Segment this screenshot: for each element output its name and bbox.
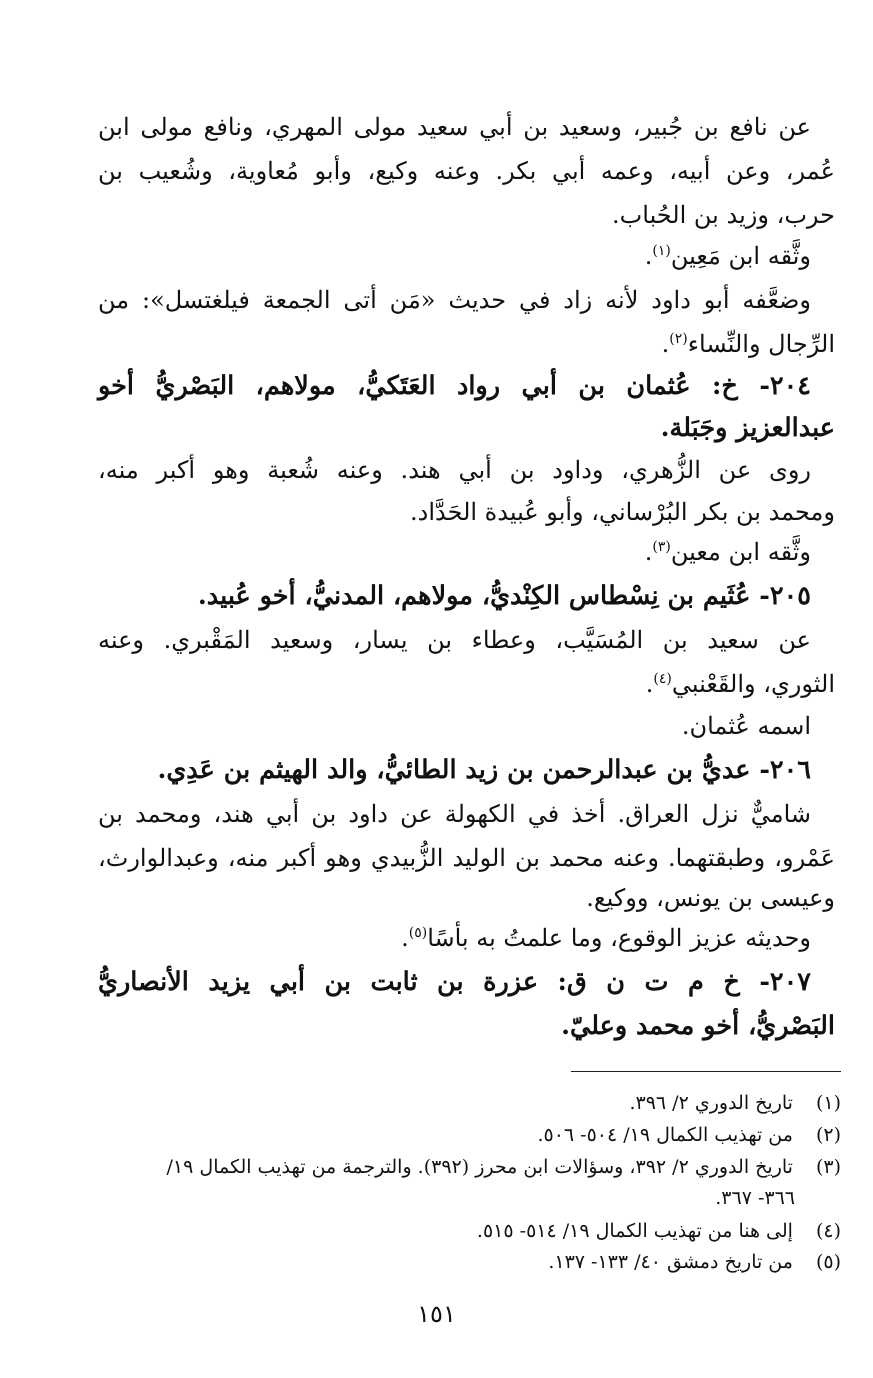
body-line: عَمْرو، وطبقتهما. وعنه محمد بن الوليد الزُّبيدي وهو أكبر منه، وعبدالوارث، [98,844,835,872]
body-line: وثَّقه ابن مَعِين$^{(١)}$. [644,242,811,270]
body-line: روى عن الزُّهري، وداود بن أبي هند. وعنه شُعبة وهو أكبر منه، [98,456,811,484]
body-line: الرِّجال والنِّساء$^{(٢)}$. [661,330,835,358]
body-line: الثوري، والقَعْنبي$^{(٤)}$. [645,670,835,698]
footnote: (٥) من تاريخ دمشق ٤٠/ ١٣٣- ١٣٧. [548,1251,841,1273]
body-line: وضعَّفه أبو داود لأنه زاد في حديث «مَن أتى الجمعة فيلغتسل»: من [98,286,811,314]
footnote-ref: (٤) [653,671,672,687]
footnote: (١) تاريخ الدوري ٢/ ٣٩٦. [629,1092,841,1114]
footnote: (٤) إلى هنا من تهذيب الكمال ١٩/ ٥١٤- ٥١٥. [476,1220,841,1242]
footnote-continuation: ٣٦٦- ٣٦٧. [715,1187,795,1209]
footnote-ref: (٣) [652,539,671,555]
body-line: عن سعيد بن المُسَيَّب، وعطاء بن يسار، وسعيد المَقْبري. وعنه [98,626,811,654]
entry-heading: ٢٠٥- عُثَيم بن نِسْطاس الكِنْديُّ، مولاهم، المدنيُّ، أخو عُبيد. [197,581,811,611]
body-line: ومحمد بن بكر البُرْساني، وأبو عُبيدة الحَدَّاد. [410,498,835,526]
footnote-ref: (١) [652,243,671,259]
body-line: حرب، وزيد بن الحُباب. [612,201,835,229]
body-line: عن نافع بن جُبير، وسعيد بن أبي سعيد مولى المهري، ونافع مولى ابن [98,113,811,141]
body-line: وحديثه عزيز الوقوع، وما علمتُ به بأسًا$^{(٥)}$. [401,924,811,952]
footnote-ref: (٢) [669,331,688,347]
entry-heading: ٢٠٦- عديُّ بن عبدالرحمن بن زيد الطائيُّ، والد الهيثم بن عَدِي. [157,755,811,785]
page-number: ١٥١ [417,1300,456,1328]
body-line: عُمر، وعن أبيه، وعمه أبي بكر. وعنه وكيع، وأبو مُعاوية، وشُعيب بن [98,157,835,185]
footnote-separator [571,1071,841,1072]
entry-heading: البَصْريُّ، أخو محمد وعليّ. [561,1011,835,1041]
footnote: (٣) تاريخ الدوري ٢/ ٣٩٢، وسؤالات ابن محرز (٣٩٢). والترجمة من تهذيب الكمال ١٩/ [166,1156,841,1178]
entry-heading: ٢٠٤- خ: عُثمان بن أبي رواد العَتَكيُّ، مولاهم، البَصْريُّ أخو [98,371,811,401]
entry-heading: ٢٠٧- خ م ت ن ق: عزرة بن ثابت بن أبي يزيد الأنصاريُّ [98,967,811,997]
footnote-ref: (٥) [408,925,428,941]
body-line: اسمه عُثمان. [681,712,811,740]
body-line: وعيسى بن يونس، ووكيع. [586,884,835,912]
body-line: شاميٌّ نزل العراق. أخذ في الكهولة عن داود بن أبي هند، ومحمد بن [98,800,811,828]
footnote: (٢) من تهذيب الكمال ١٩/ ٥٠٤- ٥٠٦. [537,1124,841,1146]
entry-heading: عبدالعزيز وجَبَلة. [660,413,835,443]
body-line: وثَّقه ابن معين$^{(٣)}$. [644,538,811,566]
